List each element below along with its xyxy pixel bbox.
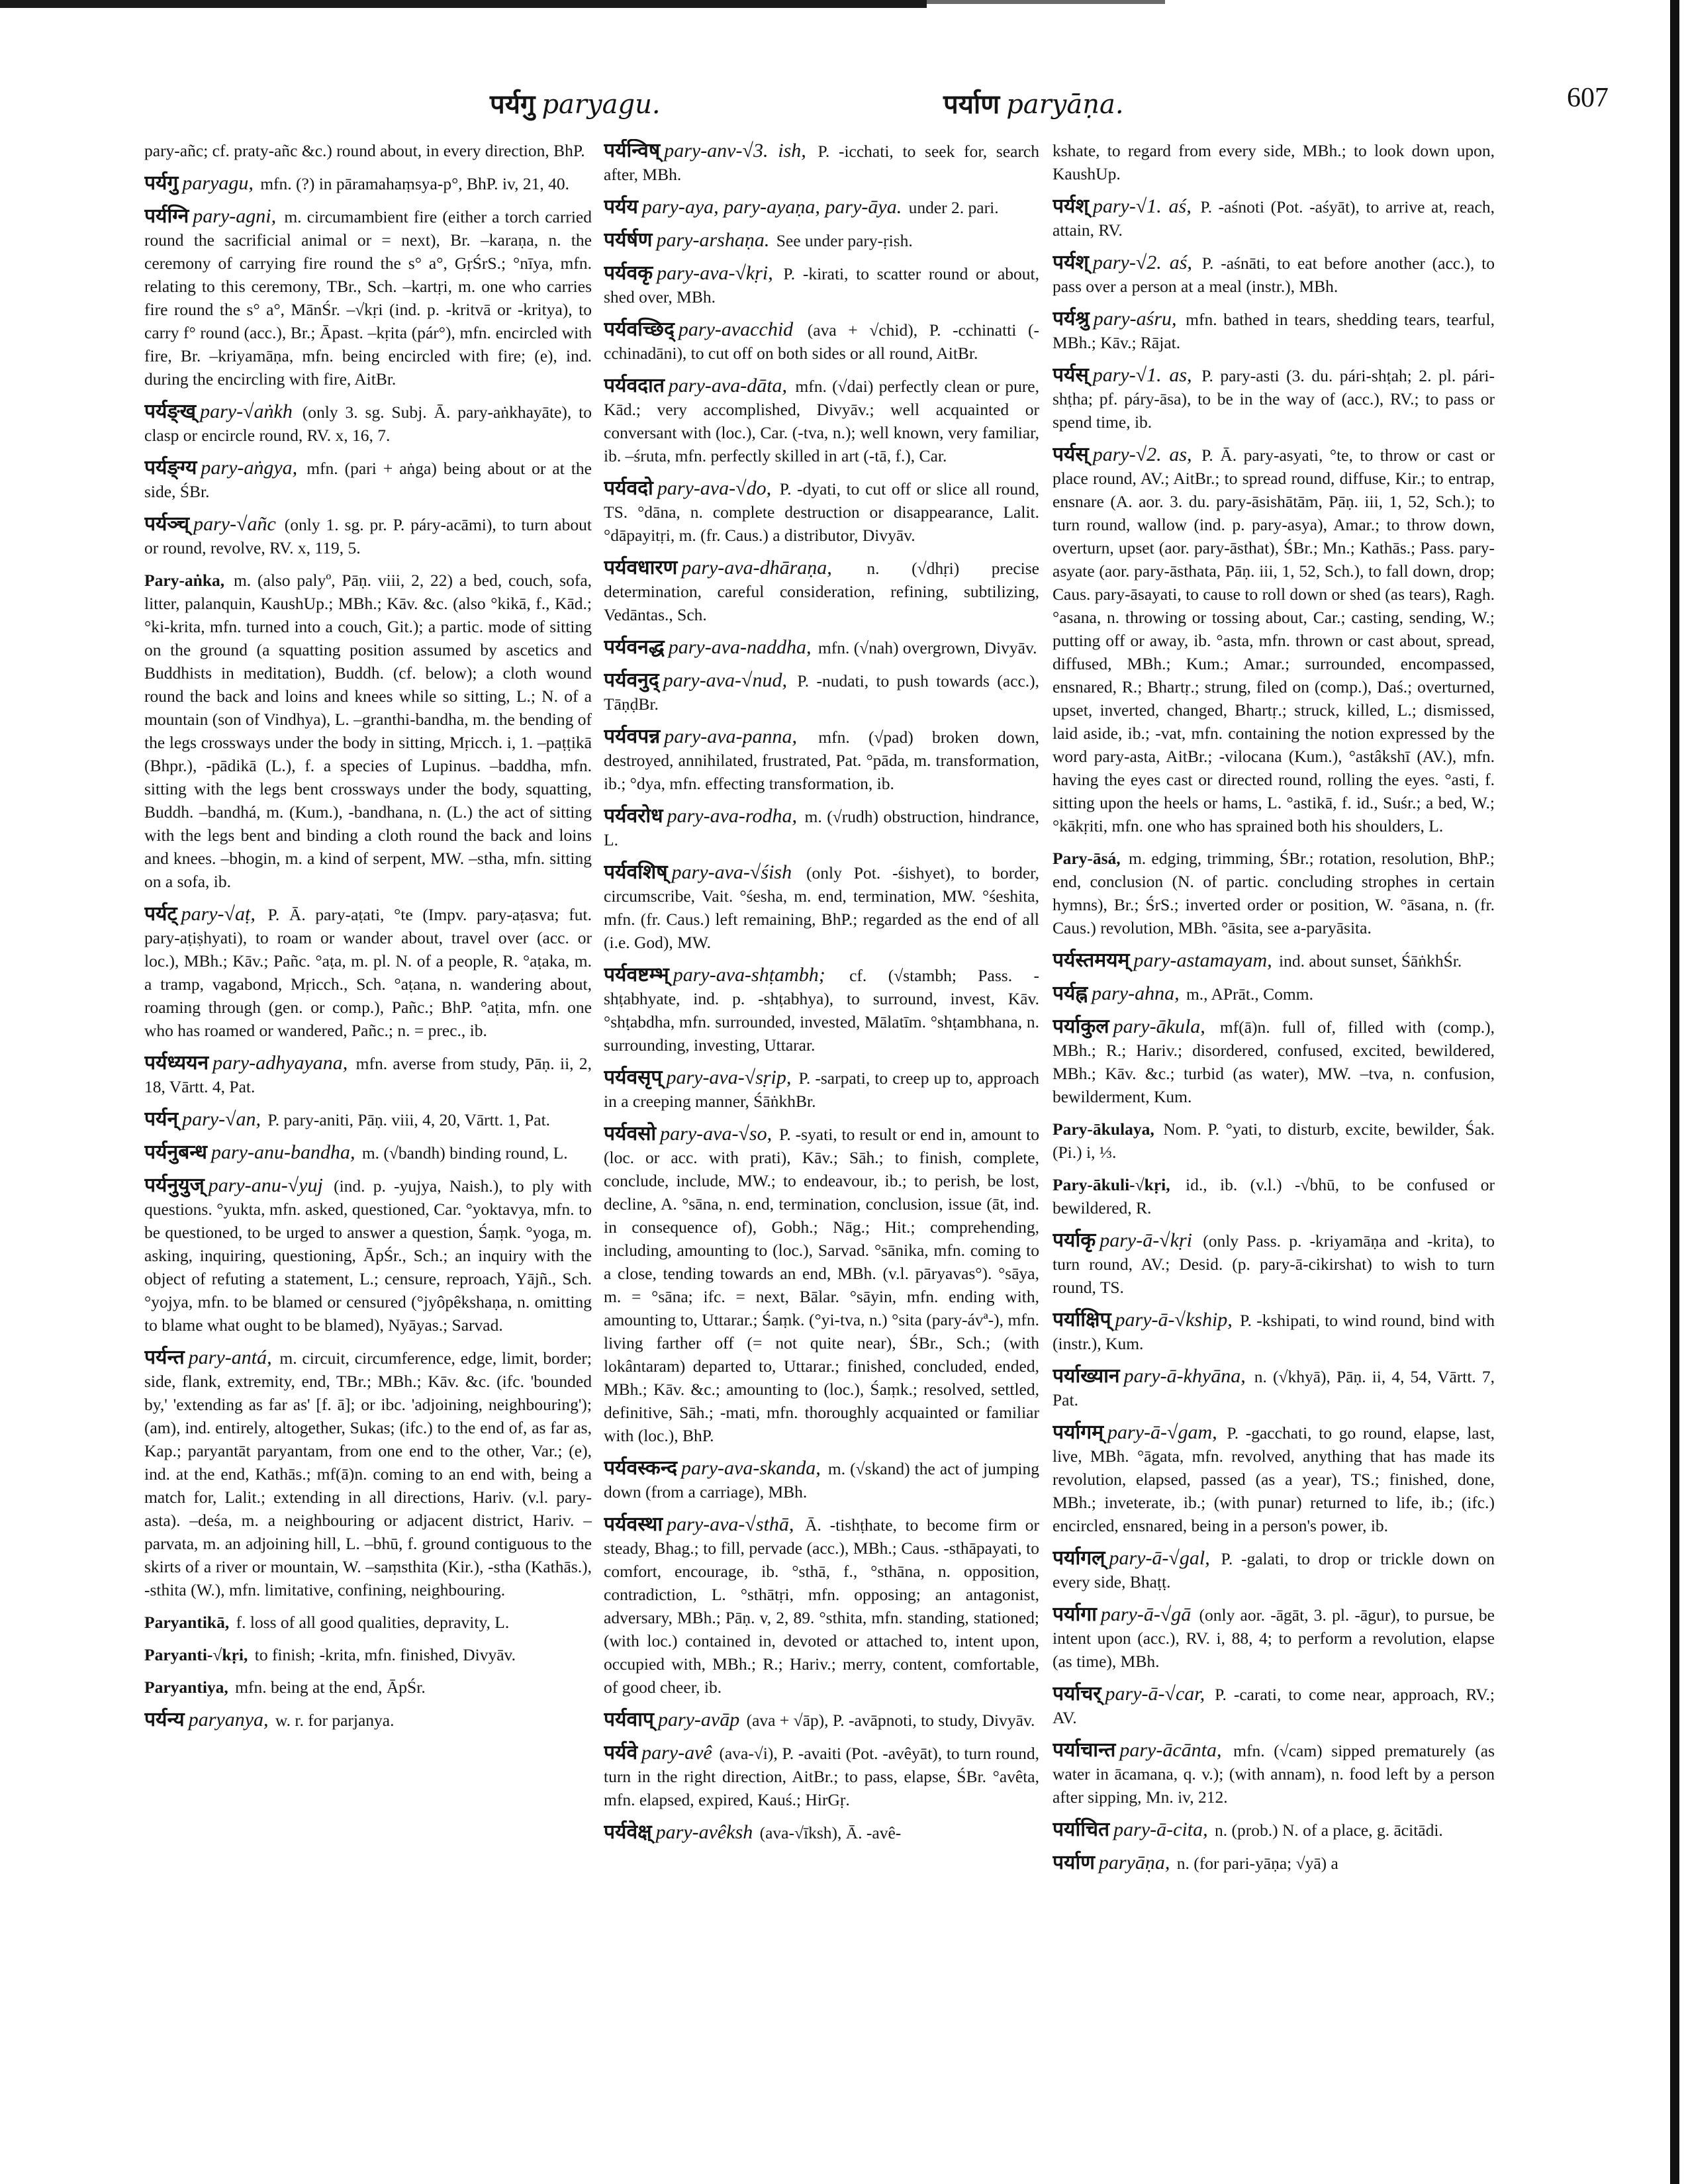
entry-headword-devanagari: पर्यवाप् [604, 1708, 654, 1731]
entry-definition: n. (√khyā), Pāṇ. ii, 4, 54, Vārtt. 7, Pat. [1053, 1367, 1495, 1409]
entry-definition: (only Pot. -śishyet), to border, circumscribe, Vait. °śesha, m. end, termination, MW. °śeshita, mfn. (fr. Caus.) left remaining, BhP.; regarded as the end of all (i.e. God), MW. [604, 863, 1039, 952]
entry-definition: mfn. (√cam) sipped prematurely (as water in ācamana, q. v.); (with annam), n. food left by a person after sipping, Mn. iv, 212. [1053, 1741, 1495, 1807]
entry-headword-devanagari: पर्यवरोध [604, 804, 663, 828]
dictionary-entry [144, 1676, 592, 1699]
entry-definition: P. -galati, to drop or trickle down on every side, Bhaṭṭ. [1053, 1549, 1495, 1591]
dictionary-entry [1053, 847, 1495, 939]
entry-definition: P. -aśnāti, to eat before another (acc.), to pass over a person at a meal (instr.), MBh. [1053, 254, 1495, 296]
entry-definition: mfn. bathed in tears, shedding tears, tearful, MBh.; Kāv.; Rājat. [1053, 310, 1495, 352]
entry-headword-transliteration: pary-ava-√śish [671, 861, 792, 883]
entry-headword-devanagari: पर्यञ्च् [144, 512, 190, 536]
entry-headword-devanagari: पर्याकृ [1053, 1229, 1096, 1252]
entry-headword-transliteration: pary-anu-√yuj [208, 1174, 323, 1196]
entry-headword-transliteration: pary-√2. aś, [1092, 252, 1192, 273]
entry-headword-devanagari: पर्यस्तमयम् [1053, 949, 1130, 972]
entry-definition: (only aor. -āgāt, 3. pl. -āgur), to pursue, be intent upon (acc.), RV. i, 88, 4; to perform a revolution, elapse (as time), MBh. [1053, 1605, 1495, 1671]
entry-headword-devanagari: पर्याकुल [1053, 1015, 1109, 1038]
entry-headword-transliteration: pary-ava-√sṛip, [666, 1067, 792, 1088]
dictionary-entry [144, 1174, 592, 1337]
entry-definition: mf(ā)n. full of, filled with (comp.), MBh.; R.; Hariv.; disordered, confused, excited, bewildered, MBh.; Kāv. &c.; turbid (as water), MW. –tva, n. confusion, bewilderment, Kum. [1053, 1018, 1495, 1106]
entry-definition: m. (√rudh) obstruction, hindrance, L. [604, 807, 1039, 849]
entry-headword-devanagari: पर्यवस्कन्द [604, 1456, 678, 1480]
entry-headword-transliteration: paryanya, [188, 1709, 269, 1731]
entry-headword-transliteration: pary-√1. as, [1092, 364, 1192, 386]
entry-headword-transliteration: pary-√2. as, [1092, 444, 1192, 465]
entry-definition: n. (for pari-yāṇa; √yā) a [1176, 1854, 1338, 1873]
entry-headword-devanagari: पर्यध्ययन [144, 1051, 209, 1074]
dictionary-entry [1053, 1364, 1495, 1411]
entry-definition: mfn. (√dai) perfectly clean or pure, Kād.; very accomplished, Divyāv.; well acquainted or conversant with (loc.), Car. (-tva, n.); well known, very familiar, ib. –śruta, mfn. perfectly skilled in art (-tā, f.), Car. [604, 377, 1039, 465]
entry-headword-transliteration: pary-arshaṇa. [656, 229, 770, 251]
dictionary-entry [604, 861, 1039, 954]
entry-definition: m. circuit, circumference, edge, limit, border; side, flank, extremity, end, TBr.; MBh.; Kāv. &c. (ifc. 'bounded by,' 'extending as far as' [f. ā]; or ibc. 'adjoining, neighbouring'); (am), ind. entirely, altogether, Sukas; (ifc.) to the end of, as far as, Kap.; paryantāt paryantam, from one end to the other, Var.; (e), ind. at the end, Kathās.; mf(ā)n. coming to an end with, being a match for, Lalit.; extending in all directions, Hariv. (v.l. pary-asta). –deśa, m. a neighbouring or adjacent district, Hariv. –parvata, m. an adjoining hill, L. –bhū, f. ground contiguous to the skirts of a river or mountain, W. –saṃsthita (Kir.), -stha (Kathās.), -sthita (W.), mfn. limitative, confining, neighbouring. [144, 1349, 592, 1599]
column-left [144, 139, 592, 2171]
entry-definition: (ava-√i), P. -avaiti (Pot. -avêyāt), to turn round, turn in the right direction, AitBr.; to pass, elapse, ŚBr. °avêta, mfn. elapsed, expired, Kauś.; HirGṛ. [604, 1744, 1039, 1809]
dictionary-entry [144, 1141, 592, 1164]
entry-headword-devanagari: पर्यवकृ [604, 261, 653, 285]
entry-headword-transliteration: pary-ava-√nud, [663, 669, 787, 691]
entry-definition: pary-añc; cf. praty-añc &c.) round about, in every direction, BhP. [144, 141, 585, 160]
dictionary-entry [144, 1643, 592, 1666]
entry-definition: under 2. pari. [908, 198, 999, 217]
entry-definition: P. -carati, to come near, approach, RV.; AV. [1053, 1685, 1495, 1727]
entry-definition: P. -kirati, to scatter round or about, shed over, MBh. [604, 264, 1039, 307]
entry-definition: m. (√bandh) binding round, L. [361, 1143, 568, 1163]
entry-definition: P. -syati, to result or end in, amount to (loc. or acc. with prati), Kāv.; Sāh.; to finish, complete, conclude, include, MW.; to endeavour, ib.; to perish, be lost, decline, A. °sāna, n. end, termination, conclusion, issue (āt, ind. in consequence of), Gobh.; Nāg.; Hit.; comprehending, including, amounting to (loc.), Sarvad. °sānika, mfn. coming to a close, tending towards an end, MBh. (v.l. pāryavas°). °sāya, m. = °sāna; ifc. = next, Bālar. °sāyin, mfn. ending with, amounting to, Uttarar.; Śaṃk. (°yi-tva, n.) °sita (pary-ávª-), mfn. living farther off (= not quite near), ŚBr., Sch.; (with lokântaram) departed to, Uttarar.; finished, concluded, ended, MBh.; Kāv. &c.; amounting to (loc.), Śaṃk.; resolved, settled, definitive, Sāh.; -mati, mfn. thoroughly acquainted or familiar with (loc.), BhP. [604, 1125, 1039, 1445]
entry-headword-transliteration: pary-ava-dhāraṇa, [681, 557, 832, 579]
entry-definition: P. -aśnoti (Pot. -aśyāt), to arrive at, reach, attain, RV. [1053, 197, 1495, 240]
entry-headword-devanagari: पर्यागम् [1053, 1421, 1104, 1444]
entry-headword-transliteration: pary-ā-√kship, [1115, 1309, 1233, 1331]
column-right [1053, 139, 1495, 2171]
entry-headword-devanagari: पर्यय [604, 195, 638, 218]
entry-headword-transliteration: Pary-ākuli-√kṛi, [1053, 1175, 1170, 1194]
entry-definition: (ava + √āp), P. -avāpnoti, to study, Divyāv. [746, 1711, 1035, 1730]
entry-headword-transliteration: paryāṇa, [1098, 1852, 1170, 1874]
entry-definition: mfn. averse from study, Pāṇ. ii, 2, 18, Vārtt. 4, Pat. [144, 1054, 592, 1096]
dictionary-entry [1053, 1015, 1495, 1108]
dictionary-entry [1053, 1546, 1495, 1593]
dictionary-entry [604, 1122, 1039, 1447]
entry-definition: (ava-√īksh), Ā. -avê- [759, 1823, 902, 1842]
dictionary-entry [1053, 1682, 1495, 1729]
entry-headword-transliteration: Pary-āsá, [1053, 849, 1121, 868]
center-running-head [943, 85, 1124, 121]
dictionary-entry [144, 1108, 592, 1131]
entry-definition: See under pary-ṛish. [776, 231, 913, 250]
entry-headword-transliteration: pary-ākula, [1113, 1016, 1205, 1037]
entry-definition: to finish; -krita, mfn. finished, Divyāv. [254, 1645, 516, 1664]
entry-headword-devanagari: पर्यन्त [144, 1346, 185, 1369]
dictionary-entry [1053, 195, 1495, 242]
dictionary-entry [144, 902, 592, 1042]
entry-headword-devanagari: पर्यस् [1053, 443, 1089, 466]
dictionary-entry [604, 374, 1039, 467]
entry-headword-devanagari: पर्यवधारण [604, 556, 678, 579]
entry-definition: mfn. (√pad) broken down, destroyed, annihilated, frustrated, Pat. °pāda, m. transformation, ib.; °dya, mfn. effecting transformation, ib. [604, 728, 1039, 793]
entry-definition: m. (√skand) the act of jumping down (from a carriage), MBh. [604, 1459, 1039, 1501]
entry-definition: kshate, to regard from every side, MBh.; to look down upon, KaushUp. [1053, 141, 1495, 183]
entry-headword-transliteration: pary-√an, [182, 1108, 261, 1130]
entry-headword-transliteration: pary-ava-skanda, [681, 1457, 821, 1479]
entry-headword-transliteration: pary-ava-√sthā, [667, 1513, 794, 1535]
entry-headword-devanagari: पर्याचर् [1053, 1682, 1101, 1705]
entry-headword-devanagari: पर्यश् [1053, 251, 1089, 274]
dictionary-entry [1053, 949, 1495, 973]
entry-headword-devanagari: पर्याचान्त [1053, 1738, 1116, 1762]
entry-headword-transliteration: pary-ā-√gal, [1109, 1547, 1210, 1569]
entry-headword-transliteration: pary-astamayam, [1133, 949, 1272, 971]
dictionary-entry [144, 569, 592, 893]
entry-definition: id., ib. (v.l.) -√bhū, to be confused or bewildered, R. [1053, 1175, 1495, 1217]
dictionary-entry [1053, 363, 1495, 434]
left-running-head-dev: पर्यगु [490, 89, 536, 120]
entry-headword-transliteration: pary-ā-√gā [1100, 1603, 1192, 1625]
dictionary-entry [1053, 1738, 1495, 1809]
center-running-head-dev: पर्याण [943, 89, 1000, 120]
entry-headword-transliteration: Pary-aṅka, [144, 571, 225, 590]
entry-headword-devanagari: पर्यवेक्ष् [604, 1821, 652, 1844]
dictionary-entry [1053, 1229, 1495, 1299]
dictionary-entry [1053, 1851, 1495, 1875]
dictionary-entry [604, 195, 1039, 219]
scan-top-edge [0, 0, 1686, 11]
dictionary-entry [604, 318, 1039, 365]
entry-headword-devanagari: पर्यर्षण [604, 228, 653, 252]
dictionary-entry [144, 205, 592, 391]
scan-right-edge [1670, 0, 1679, 2184]
entry-headword-devanagari: पर्यस् [1053, 363, 1089, 387]
entry-headword-devanagari: पर्यङ्ग्य [144, 456, 197, 479]
dictionary-entry [604, 963, 1039, 1057]
column-middle [604, 139, 1039, 2171]
entry-headword-transliteration: pary-ava-√do, [657, 477, 772, 499]
dictionary-entry [144, 456, 592, 503]
entry-headword-devanagari: पर्यवष्टम्भ् [604, 963, 669, 986]
entry-headword-transliteration: pary-agni, [193, 205, 277, 227]
dictionary-entry [1053, 1421, 1495, 1537]
center-running-head-translit: paryāṇa. [1006, 89, 1124, 120]
entry-definition: w. r. for parjanya. [275, 1711, 395, 1730]
dictionary-entry [604, 261, 1039, 309]
dictionary-entry [1053, 1818, 1495, 1842]
dictionary-entry [144, 171, 592, 195]
entry-headword-devanagari: पर्यवशिष् [604, 861, 668, 884]
entry-headword-devanagari: पर्यवसृप् [604, 1066, 663, 1089]
entry-definition: Nom. P. °yati, to disturb, excite, bewilder, Śak. (Pi.) i, ⅓. [1053, 1119, 1495, 1162]
dictionary-entry [604, 1456, 1039, 1503]
page-header [132, 85, 1609, 124]
entry-headword-transliteration: pary-ava-naddha, [668, 636, 812, 658]
entry-definition: P. -sarpati, to creep up to, approach in a creeping manner, ŚāṅkhBr. [604, 1068, 1039, 1111]
entry-headword-devanagari: पर्यन्विष् [604, 139, 661, 162]
entry-headword-devanagari: पर्यश् [1053, 195, 1089, 218]
dictionary-entry [604, 1741, 1039, 1811]
dictionary-entry [604, 556, 1039, 626]
entry-headword-devanagari: पर्यश्रु [1053, 307, 1090, 330]
dictionary-entry [144, 512, 592, 559]
dictionary-entry [604, 804, 1039, 851]
entry-definition: n. (√dhṛi) precise determination, careful consideration, refining, subtilizing, Vedāntas., Sch. [604, 559, 1039, 624]
entry-definition: P. pary-aniti, Pāṇ. viii, 4, 20, Vārtt. 1, Pat. [267, 1110, 551, 1129]
dictionary-entry [604, 477, 1039, 547]
entry-headword-devanagari: पर्यङ्ख् [144, 400, 197, 423]
entry-headword-transliteration: pary-avāp [657, 1709, 740, 1731]
dictionary-entry [604, 228, 1039, 252]
dictionary-entry [144, 139, 592, 162]
entry-definition: mfn. (?) in pāramahaṃsya-p°, BhP. iv, 21, 40. [260, 174, 569, 193]
entry-headword-devanagari: पर्यन् [144, 1108, 179, 1131]
entry-headword-transliteration: pary-adhyayana, [212, 1052, 348, 1074]
entry-headword-devanagari: पर्यवे [604, 1741, 638, 1764]
entry-headword-transliteration: pary-ā-√kṛi [1100, 1229, 1193, 1251]
entry-headword-devanagari: पर्याचित [1053, 1818, 1110, 1841]
entry-headword-devanagari: पर्यवच्छिद् [604, 318, 675, 341]
entry-definition: (only 3. sg. Subj. Ā. pary-aṅkhayāte), to clasp or encircle round, RV. x, 16, 7. [144, 403, 592, 445]
entry-definition: m. (also palyº, Pāṇ. viii, 2, 22) a bed, couch, sofa, litter, palanquin, KaushUp.; MBh.; Kāv. &c. (also °kikā, f., Kād.; °ki-krita, mfn. turned into a couch, Git.); a partic. mode of sitting on the ground (a squatting position assumed by ascetics and Buddhists in meditation), Buddh. (cf. below); a cloth wound round the back and loins and knees while so sitting, L.; N. of a mountain (son of Vindhya), L. –granthi-bandha, m. the bending of the legs crossways under the body in sitting, Mṛicch. i, 1. –paṭṭikā (Bhpr.), -pādikā (L.), f. a species of Lupinus. –baddha, mfn. sitting with the legs bent crossways under the body, squatting, Buddh. –bandhá, m. (Kum.), -bandhana, n. (L.) the act of sitting with the legs bent and binding a cloth round the back and loins and knees. –bhogin, m. a kind of serpent, MW. –stha, mfn. sitting on a sofa, ib. [144, 571, 592, 891]
entry-headword-transliteration: pary-ava-panna, [664, 726, 798, 747]
entry-definition: m. edging, trimming, ŚBr.; rotation, resolution, BhP.; end, conclusion (N. of partic. concluding strophes in certain hymns), Br.; ŚrS.; inverted order or position, W. °āsana, n. (fr. Caus.) revolution, MBh. °āsita, see a-paryāsita. [1053, 849, 1495, 937]
entry-definition: m. circumambient fire (either a torch carried round the sacrificial animal or = next), Br. –karaṇa, n. the ceremony of carrying fire round the s° a°, GṛŚrS.; °nīya, mfn. relating to this ceremony, TBr., Sch. –kartṛi, m. one who carries fire round the s° a°, MānŚr. –√kṛi (ind. p. -kritvā or -kritya), to carry f° round (acc.), Br.; Āpast. –kṛita (pár°), mfn. encircled with fire, Br. –kriyamāṇa, mfn. being encircled with fire; (e), ind. during the encircling with fire, AitBr. [144, 207, 592, 389]
dictionary-entry [144, 1611, 592, 1634]
entry-headword-transliteration: pary-ācānta, [1119, 1739, 1222, 1761]
dictionary-entry [144, 1346, 592, 1601]
entry-headword-transliteration: pary-ā-cita, [1113, 1819, 1208, 1840]
dictionary-entry [604, 1066, 1039, 1113]
left-running-head-translit: paryagu. [541, 89, 661, 120]
entry-headword-transliteration: Paryantikā, [144, 1613, 230, 1632]
entry-definition: (ava + √chid), P. -cchinatti (-cchinadāni), to cut off on both sides or all round, AitBr. [604, 320, 1039, 363]
entry-headword-transliteration: pary-anv-√3. ish, [664, 140, 806, 162]
entry-headword-transliteration: pary-anu-bandha, [211, 1141, 355, 1163]
dictionary-entry [144, 1051, 592, 1098]
dictionary-entry [1053, 307, 1495, 354]
entry-definition: m., APrāt., Comm. [1186, 984, 1313, 1004]
dictionary-entry [1053, 139, 1495, 185]
entry-headword-devanagari: पर्यवनद्ध [604, 636, 665, 659]
entry-headword-transliteration: paryagu, [182, 172, 254, 194]
entry-headword-devanagari: पर्यवपन्न [604, 725, 661, 748]
dictionary-entry [1053, 982, 1495, 1006]
entry-headword-transliteration: Paryantiya, [144, 1678, 228, 1697]
entry-headword-devanagari: पर्यनुयुज् [144, 1174, 205, 1197]
entry-headword-transliteration: pary-avacchid [678, 318, 794, 340]
entry-headword-devanagari: पर्यवस्था [604, 1513, 663, 1536]
dictionary-entry [1053, 443, 1495, 837]
dictionary-entry [604, 1513, 1039, 1699]
entry-definition: n. (prob.) N. of a place, g. ācitādi. [1214, 1821, 1443, 1840]
dictionary-entry [1053, 1117, 1495, 1164]
entry-headword-transliteration: pary-ahna, [1092, 982, 1180, 1004]
entry-headword-transliteration: Pary-ākulaya, [1053, 1119, 1154, 1139]
dictionary-entry [1053, 251, 1495, 298]
entry-headword-transliteration: pary-aya, pary-ayaṇa, pary-āya. [641, 196, 902, 218]
entry-headword-transliteration: pary-ā-khyāna, [1123, 1365, 1246, 1387]
entry-definition: P. -gacchati, to go round, elapse, last, live, MBh. °āgata, mfn. revolved, anything that has made its revolution, elapsed, passed (as a year), TS.; finished, done, MBh.; inveterate, ib.; (with punar) returned to life, ib.; (ifc.) encircled, ensnared, being in a person's power, ib. [1053, 1423, 1495, 1535]
entry-headword-devanagari: पर्यागल् [1053, 1546, 1105, 1570]
entry-definition: f. loss of all good qualities, depravity, L. [236, 1613, 510, 1632]
entry-headword-devanagari: पर्याक्षिप् [1053, 1308, 1111, 1331]
entry-definition: Ā. -tishṭhate, to become firm or steady, Bhag.; to fill, pervade (acc.), MBh.; Caus. -sthāpayati, to comfort, encourage, ib. °sthā, f., °sthāna, n. opposition, contradiction, L. °sthātṛi, mfn. opposing; an antagonist, adversary, MBh.; Pāṇ. v, 2, 89. °sthita, mfn. standing, stationed; (with loc.) contained in, devoted or attached to, intent upon, occupied with, MBh.; R.; Hariv.; merry, content, comfortable, of good cheer, ib. [604, 1515, 1039, 1697]
entry-headword-devanagari: पर्यवसो [604, 1122, 657, 1145]
entry-definition: P. -icchati, to seek for, search after, MBh. [604, 142, 1039, 184]
entry-headword-devanagari: पर्यवदात [604, 374, 665, 397]
dictionary-entry [144, 1708, 592, 1732]
entry-headword-devanagari: पर्याण [1053, 1851, 1095, 1874]
entry-definition: P. -nudati, to push towards (acc.), TāṇḍBr. [604, 671, 1039, 714]
dictionary-entry [144, 400, 592, 447]
entry-definition: P. Ā. pary-asyati, °te, to throw or cast or place round, AV.; AitBr.; to spread round, diffuse, Kir.; to entrap, ensnare (A. aor. 3. du. pary-āsishātām, Pāṇ. iii, 1, 52, Sch.); to turn round, wallow (ind. p. pary-asya), Amar.; to throw down, overturn, upset (aor. pary-āsthat), ŚBr.; Mn.; Kathās.; Pass. pary-asyate (aor. pary-āsthata, Pāṇ. iii, 1, 52, Sch.), to fall down, drop; Caus. pary-āsayati, to cause to roll down or shed (as tears), Ragh. °asana, n. throwing or tossing about, Car.; casting, sending, W.; putting off or away, ib. °asta, mfn. thrown or cast about, spread, diffused, MBh.; Kum.; Amar.; surrounded, encompassed, ensnared, R.; Bhartṛ.; strung, filed on (comp.), Daś.; overturned, upset, inverted, changed, Bhartṛ.; struck, killed, L.; dismissed, laid aside, ib.; -vat, mfn. containing the notion expressed by the word pary-asta, AitBr.; -vilocana (Kum.), °astâkshī (AV.), mfn. having the eyes cast or directed round, rolling the eyes. °asti, f. sitting upon the heels or hams, L. °astikā, f. id., Suśr.; a bed, W.; °kākṛiti, mfn. one who has sprained both his shoulders, L. [1053, 446, 1495, 835]
dictionary-entry [604, 636, 1039, 659]
entry-definition: ind. about sunset, ŚāṅkhŚr. [1279, 951, 1462, 971]
entry-headword-transliteration: pary-avêksh [655, 1821, 753, 1843]
entry-headword-transliteration: pary-aṅgya, [201, 457, 298, 479]
entry-headword-transliteration: pary-ā-√car, [1105, 1683, 1205, 1705]
entry-headword-transliteration: Paryanti-√kṛi, [144, 1645, 248, 1664]
entry-definition: P. -kshipati, to wind round, bind with (instr.), Kum. [1053, 1311, 1495, 1353]
entry-headword-devanagari: पर्यग्नि [144, 205, 189, 228]
entry-headword-transliteration: pary-√aṅkh [200, 401, 293, 422]
entry-headword-transliteration: pary-ava-√kṛi, [657, 262, 773, 284]
dictionary-entry [1053, 1308, 1495, 1355]
entry-headword-transliteration: pary-ā-√gam, [1107, 1421, 1217, 1443]
dictionary-entry [604, 1708, 1039, 1732]
entry-headword-devanagari: पर्यवदो [604, 477, 653, 500]
entry-headword-transliteration: pary-√añc [193, 513, 276, 535]
entry-headword-devanagari: पर्यनुबन्ध [144, 1141, 207, 1164]
entry-definition: P. Ā. pary-aṭati, °te (Impv. pary-aṭasva; fut. pary-aṭiṣhyati), to roam or wander about, travel over (acc. or loc.), MBh.; Kāv.; Pañc. °aṭa, m. pl. N. of a people, R. °aṭaka, m. a tramp, vagabond, Mṛicch., Sch. °aṭana, n. wandering about, roaming through (gen. or comp.), Pañc.; BhP. °aṭita, mfn. one who has roamed or wandered, Pañc.; n. = prec., ib. [144, 905, 592, 1040]
dictionary-entry [1053, 1173, 1495, 1219]
entry-definition: (only 1. sg. pr. P. páry-acāmi), to turn about or round, revolve, RV. x, 119, 5. [144, 515, 592, 557]
entry-definition: mfn. (pari + aṅga) being about or at the side, ŚBr. [144, 459, 592, 501]
entry-headword-devanagari: पर्याख्यान [1053, 1364, 1120, 1388]
entry-definition: mfn. (√nah) overgrown, Divyāv. [818, 638, 1037, 657]
dictionary-entry [604, 725, 1039, 795]
entry-headword-devanagari: पर्यट् [144, 902, 177, 926]
entry-definition: mfn. being at the end, ĀpŚr. [235, 1678, 426, 1697]
entry-headword-transliteration: pary-ava-rodha, [667, 805, 797, 827]
entry-definition: P. pary-asti (3. du. pári-shṭah; 2. pl. pári-shṭha; pf. páry-āsa), to be in the way of (acc.), RV.; to pass or spend time, ib. [1053, 366, 1495, 432]
entry-headword-transliteration: pary-ava-shṭambh; [673, 964, 825, 986]
entry-headword-devanagari: पर्यगु [144, 171, 179, 195]
dictionary-entry [1053, 1603, 1495, 1673]
entry-headword-transliteration: pary-antá, [188, 1347, 272, 1368]
entry-headword-transliteration: pary-ava-dāta, [668, 375, 788, 397]
entry-headword-transliteration: pary-√1. aś, [1092, 195, 1192, 217]
entry-headword-transliteration: pary-√aṭ, [181, 903, 256, 925]
entry-definition: (only Pass. p. -kriyamāṇa and -krita), to turn round, AV.; Desid. (p. pary-ā-cikirshat) to wish to turn round, TS. [1053, 1231, 1495, 1297]
entry-headword-devanagari: पर्यन्य [144, 1708, 185, 1731]
entry-definition: (ind. p. -yujya, Naish.), to ply with questions. °yukta, mfn. asked, questioned, Car. °yoktavya, mfn. to be questioned, to be urged to answer a question, Śaṃk. °yoga, m. asking, inquiring, questioning, ĀpŚr., Sch.; an inquiry with the object of refuting a statement, L.; censure, reproach, Yājñ., Sch. °yojya, mfn. to be blamed or censured (°jyôpêkshaṇa, n. omitting to blame what ought to be blamed), Nyāyas.; Sarvad. [144, 1176, 592, 1335]
dictionary-entry [604, 139, 1039, 186]
entry-definition: P. -dyati, to cut off or slice all round, TS. °dāna, n. complete destruction or disappearance, Lalit. °dāpayitṛi, m. (fr. Caus.) a distributor, Divyāv. [604, 479, 1039, 545]
entry-headword-transliteration: pary-ava-√so, [660, 1123, 773, 1145]
page-number: 607 [1567, 83, 1609, 113]
entry-headword-devanagari: पर्यागा [1053, 1603, 1097, 1626]
dictionary-entry [604, 1821, 1039, 1844]
dictionary-entry [604, 669, 1039, 716]
entry-headword-devanagari: पर्यह्न [1053, 982, 1088, 1005]
entry-headword-transliteration: pary-avê [641, 1742, 712, 1764]
entry-headword-devanagari: पर्यवनुद् [604, 669, 659, 692]
left-running-head [490, 85, 661, 121]
entry-definition: cf. (√stambh; Pass. -shṭabhyate, ind. p. -shṭabhya), to surround, invest, Kāv. °shṭabdha, mfn. surrounded, invested, Mālatīm. °shṭambhana, n. surrounding, investing, Uttarar. [604, 966, 1039, 1055]
entry-headword-transliteration: pary-aśru, [1093, 308, 1177, 330]
